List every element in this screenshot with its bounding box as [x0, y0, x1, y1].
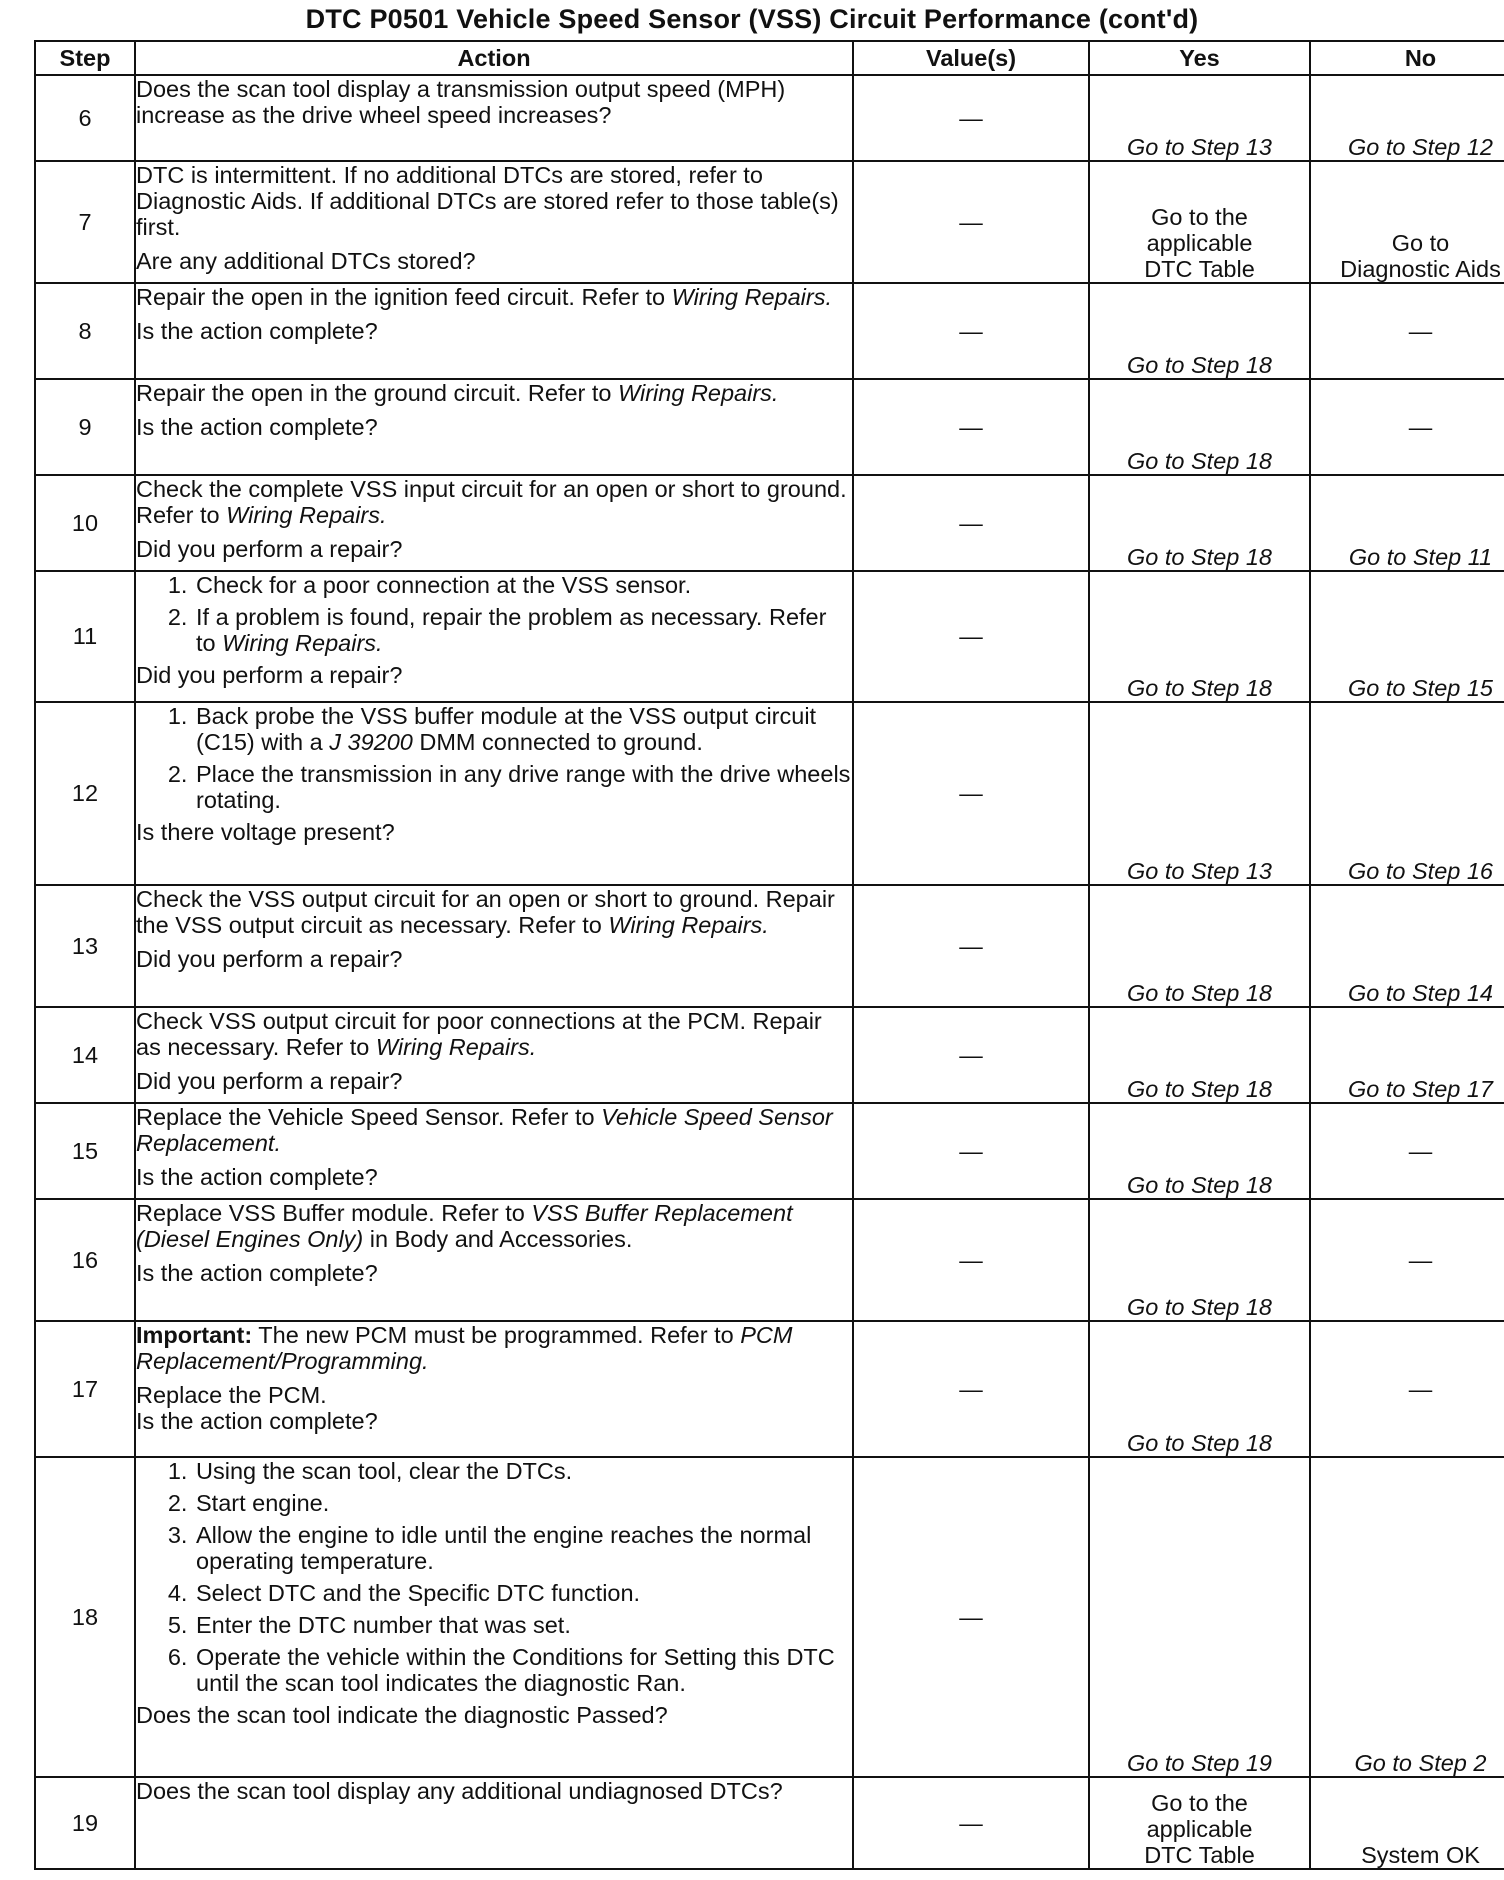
action-text: Important: The new PCM must be programmed. Refer to PCM Replacement/Programming. [136, 1322, 793, 1374]
reference-link: Wiring Repairs. [608, 912, 769, 938]
table-row [35, 1007, 1504, 1103]
no-cell: Go to Step 16 [1310, 702, 1504, 885]
yes-cell: Go to Step 18 [1089, 475, 1310, 571]
table-row [35, 161, 1504, 283]
yes-cell [1089, 1777, 1310, 1869]
action-step: 2. Place the transmission in any drive range with the drive wheels rotating. [194, 761, 852, 813]
yes-cell: Go to Step 18 [1089, 1199, 1310, 1321]
no-cell: Go to Step 2 [1310, 1457, 1504, 1777]
header-action: Action [135, 41, 853, 75]
action-cell [135, 1457, 853, 1777]
table-row [35, 475, 1504, 571]
action-cell [135, 1777, 853, 1869]
action-step: 1. Using the scan tool, clear the DTCs. [194, 1458, 852, 1484]
no-cell: System OK [1310, 1777, 1504, 1869]
no-text-line: Go to [1391, 230, 1450, 256]
action-cell [135, 885, 853, 1007]
header-values: Value(s) [853, 41, 1089, 75]
action-question: Did you perform a repair? [136, 536, 403, 562]
table-row [35, 283, 1504, 379]
yes-cell: Go to Step 18 [1089, 379, 1310, 475]
table-row [35, 702, 1504, 885]
action-text: Check VSS output circuit for poor connections at the PCM. Repair as necessary. Refer to Wiring Repairs. [136, 1008, 822, 1060]
table-row [35, 1457, 1504, 1777]
action-text: Repair the open in the ignition feed circuit. Refer to Wiring Repairs. [136, 284, 833, 310]
action-question: Is the action complete? [136, 1408, 378, 1434]
action-question: Did you perform a repair? [136, 946, 403, 972]
step-number: 15 [35, 1103, 135, 1199]
yes-cell: Go to Step 18 [1089, 1103, 1310, 1199]
value-cell: — [853, 885, 1089, 1007]
value-cell: — [853, 283, 1089, 379]
action-question: Is the action complete? [136, 318, 378, 344]
value-cell: — [853, 1007, 1089, 1103]
step-number: 6 [35, 75, 135, 161]
step-number: 10 [35, 475, 135, 571]
yes-cell: Go to Step 13 [1089, 75, 1310, 161]
action-question: Is there voltage present? [136, 819, 395, 845]
yes-cell: Go to Step 18 [1089, 283, 1310, 379]
reference-link: Vehicle Speed Sensor Replacement. [136, 1104, 833, 1156]
tool-reference: J 39200 [329, 729, 413, 755]
important-label: Important: [136, 1322, 253, 1348]
action-question: Does the scan tool indicate the diagnostic Passed? [136, 1702, 668, 1728]
yes-cell: Go to Step 18 [1089, 1007, 1310, 1103]
value-cell: — [853, 1103, 1089, 1199]
reference-link: Wiring Repairs. [618, 380, 779, 406]
action-question: Did you perform a repair? [136, 1068, 403, 1094]
header-yes: Yes [1089, 41, 1310, 75]
value-cell: — [853, 1199, 1089, 1321]
header-step: Step [35, 41, 135, 75]
action-question: Did you perform a repair? [136, 662, 403, 688]
no-cell: — [1310, 1321, 1504, 1457]
yes-cell: Go to Step 18 [1089, 571, 1310, 702]
no-cell: — [1310, 283, 1504, 379]
step-number: 8 [35, 283, 135, 379]
table-header-row [35, 41, 1504, 75]
action-cell [135, 571, 853, 702]
no-cell: — [1310, 379, 1504, 475]
action-text: Does the scan tool display any additional undiagnosed DTCs? [136, 1778, 783, 1804]
action-text: Repair the open in the ground circuit. Refer to Wiring Repairs. [136, 380, 779, 406]
action-step-list [136, 703, 852, 813]
yes-text-line: Go to the [1151, 204, 1248, 230]
action-cell [135, 702, 853, 885]
value-cell: — [853, 75, 1089, 161]
yes-text-line: Go to the [1151, 1790, 1248, 1816]
value-cell: — [853, 475, 1089, 571]
action-text: Does the scan tool display a transmission output speed (MPH) increase as the drive wheel speed increases? [136, 76, 786, 128]
no-cell: — [1310, 1103, 1504, 1199]
step-number: 12 [35, 702, 135, 885]
reference-link: VSS Buffer Replacement (Diesel Engines Only) [136, 1200, 793, 1252]
action-question: Is the action complete? [136, 1164, 378, 1190]
yes-cell: Go to Step 13 [1089, 702, 1310, 885]
value-cell: — [853, 379, 1089, 475]
value-cell: — [853, 161, 1089, 283]
table-row [35, 571, 1504, 702]
table-row [35, 1777, 1504, 1869]
yes-text-line: applicable [1146, 1816, 1253, 1842]
step-number: 9 [35, 379, 135, 475]
yes-text-line: DTC Table [1144, 256, 1255, 282]
reference-link: Wiring Repairs. [375, 1034, 537, 1060]
action-step: 6. Operate the vehicle within the Conditions for Setting this DTC until the scan tool indicates the diagnostic Ran. [194, 1644, 852, 1696]
action-text: Check the VSS output circuit for an open or short to ground. Repair the VSS output circuit as necessary. Refer to Wiring Repairs. [136, 886, 835, 938]
no-cell: Go to Step 15 [1310, 571, 1504, 702]
action-text: DTC is intermittent. If no additional DTCs are stored, refer to Diagnostic Aids. If additional DTCs are stored refer to those table(s) first. [136, 162, 839, 240]
diagnostic-table [34, 40, 1504, 1870]
action-step-list [136, 1458, 852, 1696]
table-row [35, 1199, 1504, 1321]
action-step: 1. Back probe the VSS buffer module at the VSS output circuit (C15) with a J 39200 DMM connected to ground. [194, 703, 852, 755]
yes-cell [1089, 161, 1310, 283]
action-step: 3. Allow the engine to idle until the engine reaches the normal operating temperature. [194, 1522, 852, 1574]
action-text: Replace the PCM. [136, 1382, 327, 1408]
yes-text-line: applicable [1146, 230, 1253, 256]
table-row [35, 75, 1504, 161]
action-step: 5. Enter the DTC number that was set. [194, 1612, 852, 1638]
step-number: 17 [35, 1321, 135, 1457]
header-no: No [1310, 41, 1504, 75]
step-number: 16 [35, 1199, 135, 1321]
action-step: 1. Check for a poor connection at the VSS sensor. [194, 572, 852, 598]
step-number: 14 [35, 1007, 135, 1103]
yes-cell: Go to Step 19 [1089, 1457, 1310, 1777]
no-cell: Go to Step 11 [1310, 475, 1504, 571]
step-number: 13 [35, 885, 135, 1007]
yes-text-line: DTC Table [1144, 1842, 1255, 1868]
no-cell [1310, 161, 1504, 283]
step-number: 7 [35, 161, 135, 283]
action-step-list [136, 572, 852, 656]
value-cell: — [853, 1777, 1089, 1869]
value-cell: — [853, 571, 1089, 702]
table-row [35, 885, 1504, 1007]
table-row [35, 1321, 1504, 1457]
value-cell: — [853, 1457, 1089, 1777]
action-question: Is the action complete? [136, 414, 378, 440]
action-step: 2. Start engine. [194, 1490, 852, 1516]
action-text: Replace VSS Buffer module. Refer to VSS Buffer Replacement (Diesel Engines Only) in Body and Accessories. [136, 1200, 793, 1252]
step-number: 19 [35, 1777, 135, 1869]
no-cell: Go to Step 14 [1310, 885, 1504, 1007]
action-cell [135, 1321, 853, 1457]
table-row [35, 379, 1504, 475]
action-cell [135, 1199, 853, 1321]
action-question: Is the action complete? [136, 1260, 378, 1286]
action-cell [135, 379, 853, 475]
reference-link: Wiring Repairs. [671, 284, 833, 310]
action-cell [135, 75, 853, 161]
reference-link: PCM Replacement/Programming. [136, 1322, 793, 1374]
no-cell: — [1310, 1199, 1504, 1321]
value-cell: — [853, 702, 1089, 885]
action-text: Check the complete VSS input circuit for an open or short to ground. Refer to Wiring Repairs. [136, 476, 847, 528]
value-cell: — [853, 1321, 1089, 1457]
reference-link: Wiring Repairs. [226, 502, 387, 528]
action-cell [135, 1007, 853, 1103]
action-cell [135, 283, 853, 379]
yes-cell: Go to Step 18 [1089, 1321, 1310, 1457]
table-row [35, 1103, 1504, 1199]
action-cell [135, 475, 853, 571]
no-cell: Go to Step 17 [1310, 1007, 1504, 1103]
action-cell [135, 161, 853, 283]
action-text: Replace the Vehicle Speed Sensor. Refer to Vehicle Speed Sensor Replacement. [136, 1104, 833, 1156]
action-step: 4. Select DTC and the Specific DTC function. [194, 1580, 852, 1606]
yes-cell: Go to Step 18 [1089, 885, 1310, 1007]
step-number: 11 [35, 571, 135, 702]
no-text-line: Diagnostic Aids [1340, 256, 1501, 282]
action-cell [135, 1103, 853, 1199]
action-step: 2. If a problem is found, repair the problem as necessary. Refer to Wiring Repairs. [194, 604, 852, 656]
reference-link: Wiring Repairs. [222, 630, 383, 656]
page-title: DTC P0501 Vehicle Speed Sensor (VSS) Circuit Performance (cont'd) [305, 4, 1199, 34]
no-cell: Go to Step 12 [1310, 75, 1504, 161]
step-number: 18 [35, 1457, 135, 1777]
action-question: Are any additional DTCs stored? [136, 248, 476, 274]
